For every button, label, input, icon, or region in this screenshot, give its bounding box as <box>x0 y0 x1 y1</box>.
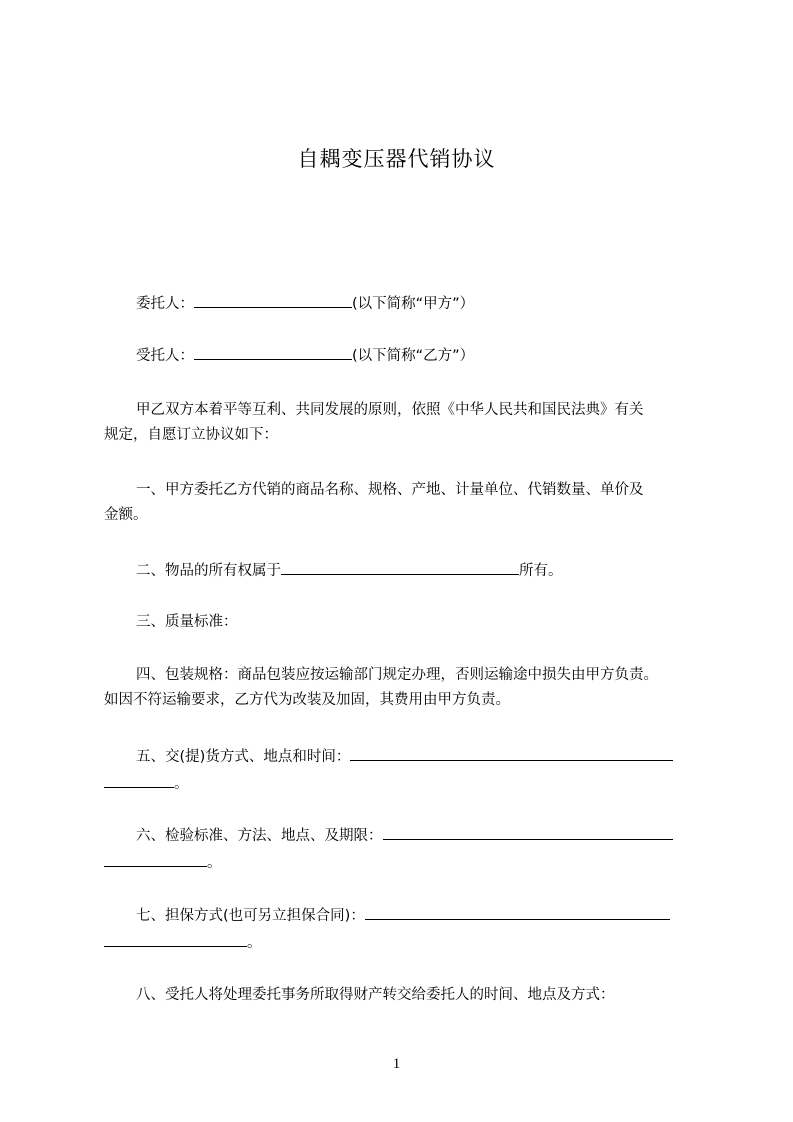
clause-6-end: 。 <box>207 855 222 871</box>
clause-2-prefix: 二、物品的所有权属于 <box>136 563 281 579</box>
preamble-line-2: 规定，自愿订立协议如下： <box>104 427 278 443</box>
clause-2 <box>136 559 563 581</box>
clause-5-end: 。 <box>174 776 189 792</box>
delivery-blank-2[interactable] <box>104 772 174 788</box>
clause-7-end: 。 <box>247 935 262 951</box>
agent-line <box>136 344 474 366</box>
document-title: 自耦变压器代销协议 <box>297 147 496 171</box>
agent-label: 受托人： <box>136 348 194 364</box>
clause-3: 三、质量标准： <box>136 614 238 630</box>
principal-suffix: (以下简称“甲方”） <box>352 296 475 312</box>
principal-blank[interactable] <box>194 292 352 308</box>
clause-1-line-2: 金额。 <box>104 507 148 523</box>
agent-blank[interactable] <box>194 344 352 360</box>
clause-8: 八、受托人将处理委托事务所取得财产转交给委托人的时间、地点及方式： <box>136 987 615 1003</box>
clause-7-prefix: 七、担保方式(也可另立担保合同)： <box>136 908 365 924</box>
ownership-blank[interactable] <box>281 559 519 575</box>
guarantee-blank-2[interactable] <box>104 931 247 947</box>
clause-7-continuation <box>104 931 262 953</box>
clause-7 <box>136 904 670 926</box>
delivery-blank-1[interactable] <box>350 745 673 761</box>
clause-6-continuation <box>104 851 222 873</box>
preamble-line-1: 甲乙双方本着平等互利、共同发展的原则，依照《中华人民共和国民法典》有关 <box>136 402 644 418</box>
clause-6-prefix: 六、检验标准、方法、地点、及期限： <box>136 828 383 844</box>
inspection-blank-1[interactable] <box>383 824 673 840</box>
principal-label: 委托人： <box>136 296 194 312</box>
clause-4-line-1: 四、包装规格：商品包装应按运输部门规定办理，否则运输途中损失由甲方负责。 <box>136 667 658 683</box>
clause-4-line-2: 如因不符运输要求，乙方代为改装及加固，其费用由甲方负责。 <box>104 692 510 708</box>
clause-5-prefix: 五、交(提)货方式、地点和时间： <box>136 749 351 765</box>
page-number: 1 <box>392 1056 401 1072</box>
guarantee-blank-1[interactable] <box>365 904 670 920</box>
clause-2-suffix: 所有。 <box>519 563 563 579</box>
inspection-blank-2[interactable] <box>104 851 207 867</box>
clause-5 <box>136 745 673 767</box>
clause-5-continuation <box>104 772 189 794</box>
agent-suffix: (以下简称“乙方”） <box>352 348 475 364</box>
clause-1-line-1: 一、甲方委托乙方代销的商品名称、规格、产地、计量单位、代销数量、单价及 <box>136 482 644 498</box>
clause-6 <box>136 824 673 846</box>
principal-line <box>136 292 474 314</box>
